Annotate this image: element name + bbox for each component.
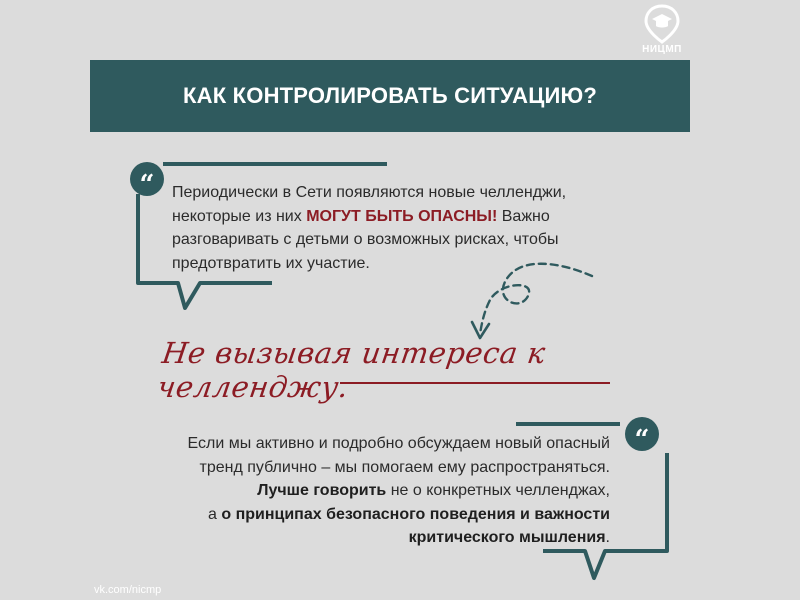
advice-line-3	[130, 479, 610, 503]
intro-text-block	[172, 181, 632, 275]
intro-line-2-post: Важно	[497, 207, 550, 225]
intro-line-2	[172, 205, 632, 229]
title-banner	[90, 60, 690, 132]
intro-line-2-pre: некоторые из них	[172, 207, 307, 225]
danger-emphasis: МОГУТ БЫТЬ ОПАСНЫ!	[306, 207, 498, 225]
graduation-cap-pin-icon	[644, 4, 680, 44]
advice-line-5	[130, 526, 610, 550]
quote-icon: “	[130, 162, 164, 196]
intro-line-4: предотвратить их участие.	[172, 254, 370, 272]
advice-line-3-rest: не о конкретных челленджах,	[386, 482, 610, 500]
advice-text-block	[130, 432, 610, 550]
advice-line-4-pre: а	[208, 505, 222, 523]
intro-line-3: разговаривать с детьми о возможных рисках, чтобы	[172, 231, 559, 248]
advice-line-2: тренд публично – мы помогаем ему распространяться.	[199, 458, 610, 476]
intro-line-1: Периодически в Сети появляются новые челленджи,	[172, 184, 567, 201]
banner-title: КАК КОНТРОЛИРОВАТЬ СИТУАЦИЮ?	[182, 83, 598, 108]
advice-line-5-post: .	[605, 529, 610, 547]
footer-link[interactable]: vk.com/nicmp	[94, 584, 162, 596]
logo-text: НИЦМП	[642, 44, 682, 55]
advice-line-4-bold: о принципах безопасного поведения и важности	[221, 505, 610, 523]
quote-icon: “	[625, 417, 659, 451]
script-heading: Не вызывая интереса к челленджу.	[155, 336, 548, 404]
advice-line-1: Если мы активно и подробно обсуждаем новый опасный	[187, 435, 610, 452]
logo	[632, 4, 692, 54]
advice-line-3-bold: Лучше говорить	[257, 482, 387, 500]
advice-line-5-bold: критического мышления	[408, 529, 606, 547]
advice-line-4	[130, 503, 610, 527]
